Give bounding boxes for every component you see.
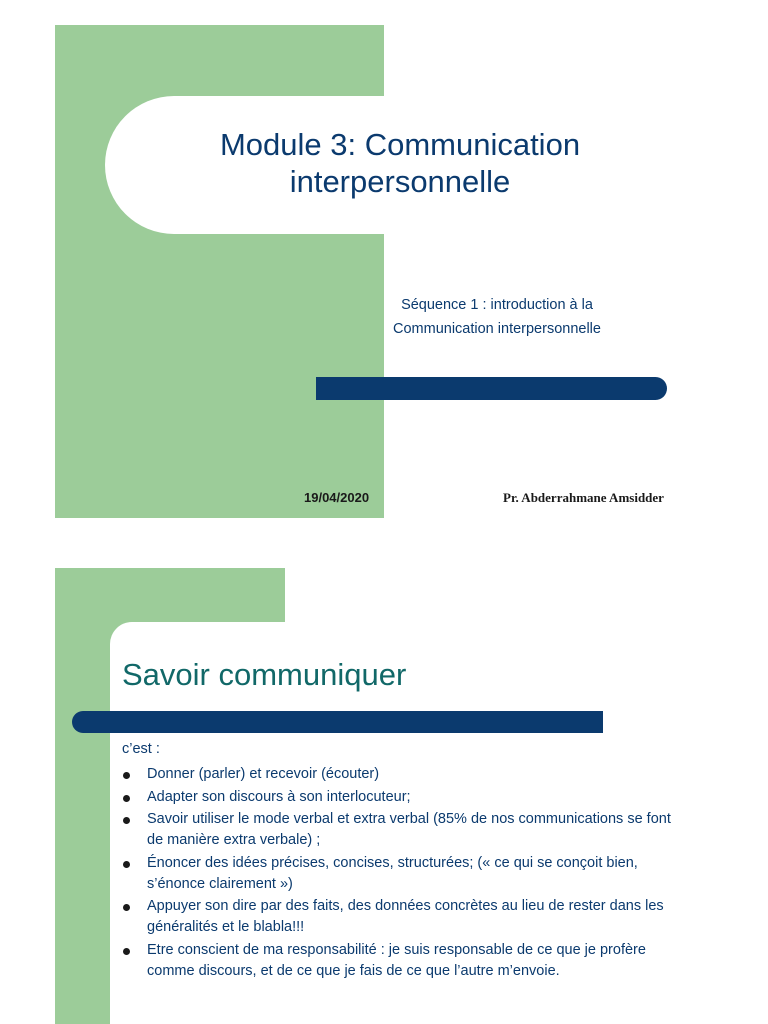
list-item (122, 787, 682, 808)
list-item (122, 853, 682, 895)
list-item (122, 809, 682, 851)
bullet-icon (123, 948, 130, 955)
slide-date: 19/04/2020 (304, 490, 370, 505)
list-item (122, 940, 682, 982)
list-item-text: Savoir utiliser le mode verbal et extra verbal (85% de nos communications se font de manière extra verbale) ; (147, 811, 671, 848)
bullet-icon (123, 795, 130, 802)
slide-title-line: interpersonnelle (289, 164, 511, 199)
list-item-text: Adapter son discours à son interlocuteur; (147, 788, 411, 805)
slide-subtitle-line: Séquence 1 : introduction à la (401, 297, 593, 313)
slide-subtitle-line: Communication interpersonnelle (393, 321, 601, 337)
list-item (122, 764, 682, 785)
intro-text: c’est : (122, 741, 160, 757)
slide-title: Savoir communiquer (122, 657, 407, 692)
accent-bar (316, 377, 667, 400)
bullet-icon (123, 817, 130, 824)
list-item (122, 896, 682, 938)
slide-title (150, 126, 650, 200)
bullet-icon (123, 861, 130, 868)
list-item-text: Appuyer son dire par des faits, des données concrètes au lieu de rester dans les généralités et le blabla!!! (147, 898, 664, 935)
list-item-text: Etre conscient de ma responsabilité : je suis responsable de ce que je profère comme discours, et de ce que je fais de ce que l’autre m’envoie. (147, 941, 646, 979)
slide-subtitle (340, 293, 654, 341)
bullet-list (122, 764, 682, 983)
list-item-text: Énoncer des idées précises, concises, structurées; (« ce qui se conçoit bien, s’énonce clairement ») (147, 854, 638, 892)
slide-2 (0, 540, 768, 1024)
slide-author: Pr. Abderrahmane Amsidder (503, 490, 664, 505)
bullet-icon (123, 772, 130, 779)
list-item-text: Donner (parler) et recevoir (écouter) (147, 766, 380, 782)
slide-title-line: Module 3: Communication (219, 127, 581, 162)
bullet-icon (123, 904, 130, 911)
accent-bar (72, 711, 603, 733)
